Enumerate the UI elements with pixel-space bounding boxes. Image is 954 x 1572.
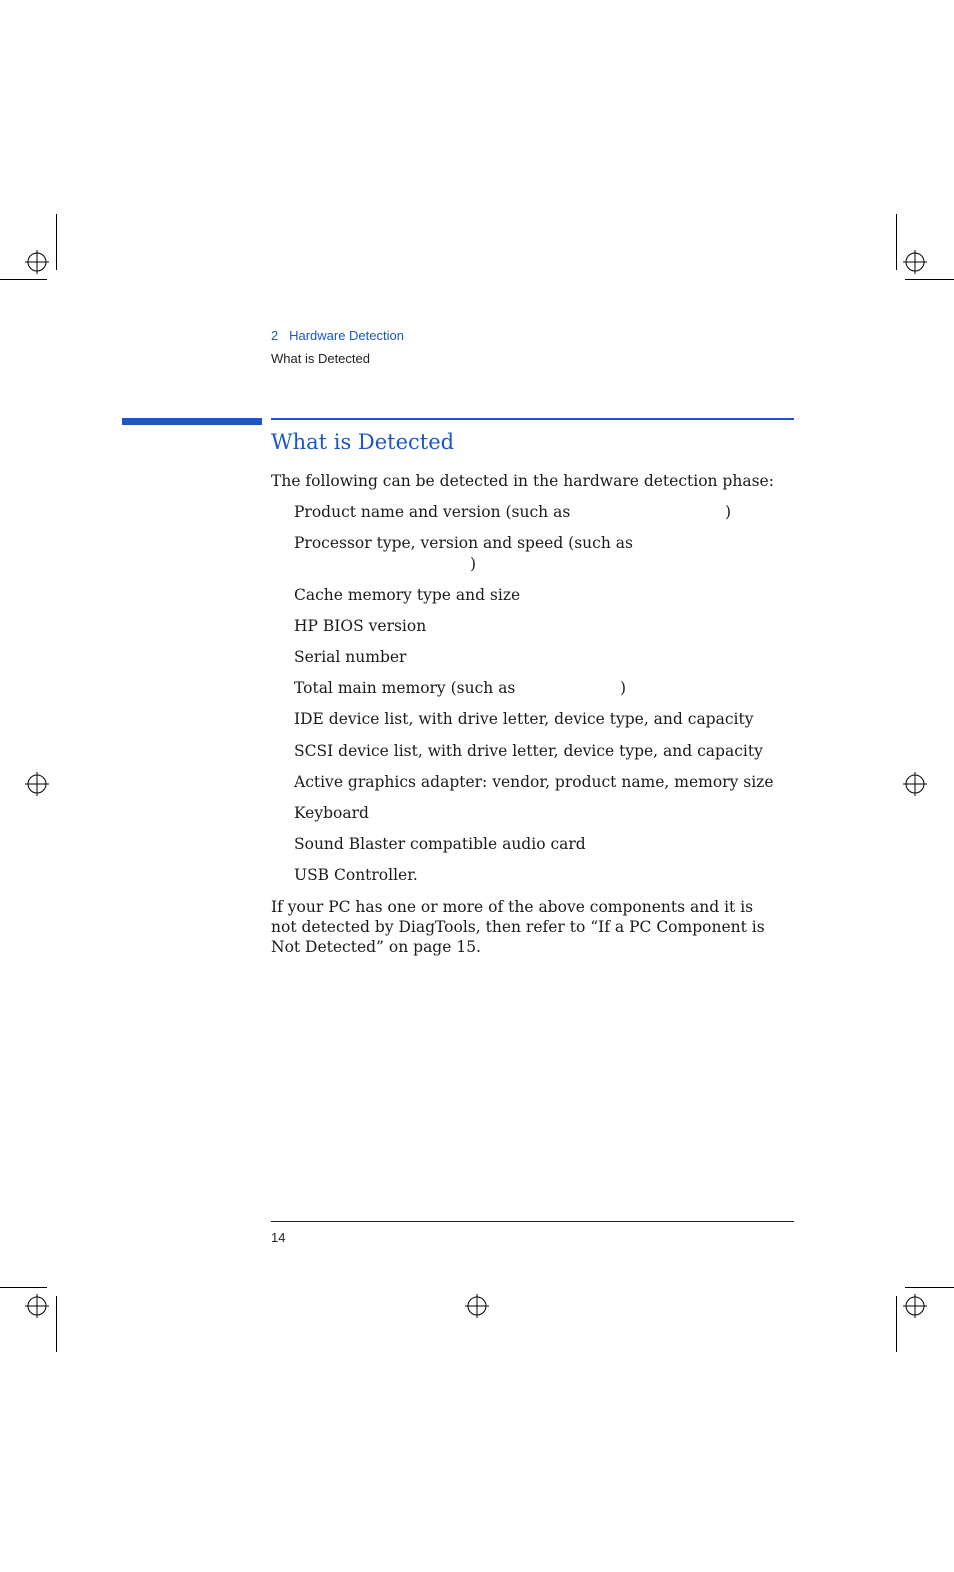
crop-mark [56, 1296, 57, 1352]
running-header-chapter [271, 328, 404, 343]
list-item-text: IDE device list, with drive letter, device type, and capacity [294, 710, 754, 728]
crop-mark [0, 279, 47, 280]
heading-accent-bar [122, 418, 262, 425]
registration-mark-icon [903, 1294, 927, 1318]
list-item [294, 616, 426, 636]
crop-mark [896, 1296, 897, 1352]
crop-mark [0, 1287, 47, 1288]
closing-paragraph: If your PC has one or more of the above components and it is not detected by DiagTools, then refer to “If a PC Component is Not Detected” on page 15. [271, 898, 765, 956]
crop-mark [905, 1287, 954, 1288]
list-item-text: Cache memory type and size [294, 586, 521, 604]
list-item-text: HP BIOS version [294, 617, 427, 635]
list-item [294, 678, 515, 698]
list-item-close-paren: ) [470, 555, 477, 573]
list-item-text: Processor type, version and speed (such as [294, 534, 633, 552]
registration-mark-icon [903, 250, 927, 274]
chapter-title: Hardware Detection [289, 328, 404, 343]
running-header-section: What is Detected [271, 351, 370, 366]
list-item-close-paren: ) [725, 503, 732, 521]
list-item [294, 533, 633, 553]
list-item [294, 865, 418, 885]
footer-rule [271, 1221, 794, 1222]
list-item-text: USB Controller. [294, 866, 418, 884]
list-item-text: Serial number [294, 648, 407, 666]
section-heading: What is Detected [271, 430, 455, 454]
intro-paragraph: The following can be detected in the hardware detection phase: [271, 472, 774, 490]
crop-mark [896, 214, 897, 270]
crop-mark [905, 279, 954, 280]
list-item [294, 585, 520, 605]
registration-mark-icon [465, 1294, 489, 1318]
heading-rule [271, 418, 794, 420]
list-item-text: Sound Blaster compatible audio card [294, 835, 586, 853]
registration-mark-icon [903, 772, 927, 796]
list-item-text: Total main memory (such as [294, 679, 516, 697]
list-item-text: Active graphics adapter: vendor, product name, memory size [294, 773, 774, 791]
list-item [294, 772, 774, 792]
chapter-number: 2 [271, 328, 279, 343]
list-item-text: Product name and version (such as [294, 503, 571, 521]
list-item-text: SCSI device list, with drive letter, device type, and capacity [294, 742, 763, 760]
list-item [294, 647, 406, 667]
list-item [294, 709, 753, 729]
registration-mark-icon [25, 250, 49, 274]
list-item [294, 803, 369, 823]
list-item-close-paren: ) [620, 679, 627, 697]
registration-mark-icon [25, 772, 49, 796]
registration-mark-icon [25, 1294, 49, 1318]
crop-mark [56, 214, 57, 270]
list-item [294, 502, 570, 522]
list-item-text: Keyboard [294, 804, 369, 822]
page-number: 14 [271, 1230, 286, 1245]
list-item [294, 834, 586, 854]
list-item [294, 741, 763, 761]
